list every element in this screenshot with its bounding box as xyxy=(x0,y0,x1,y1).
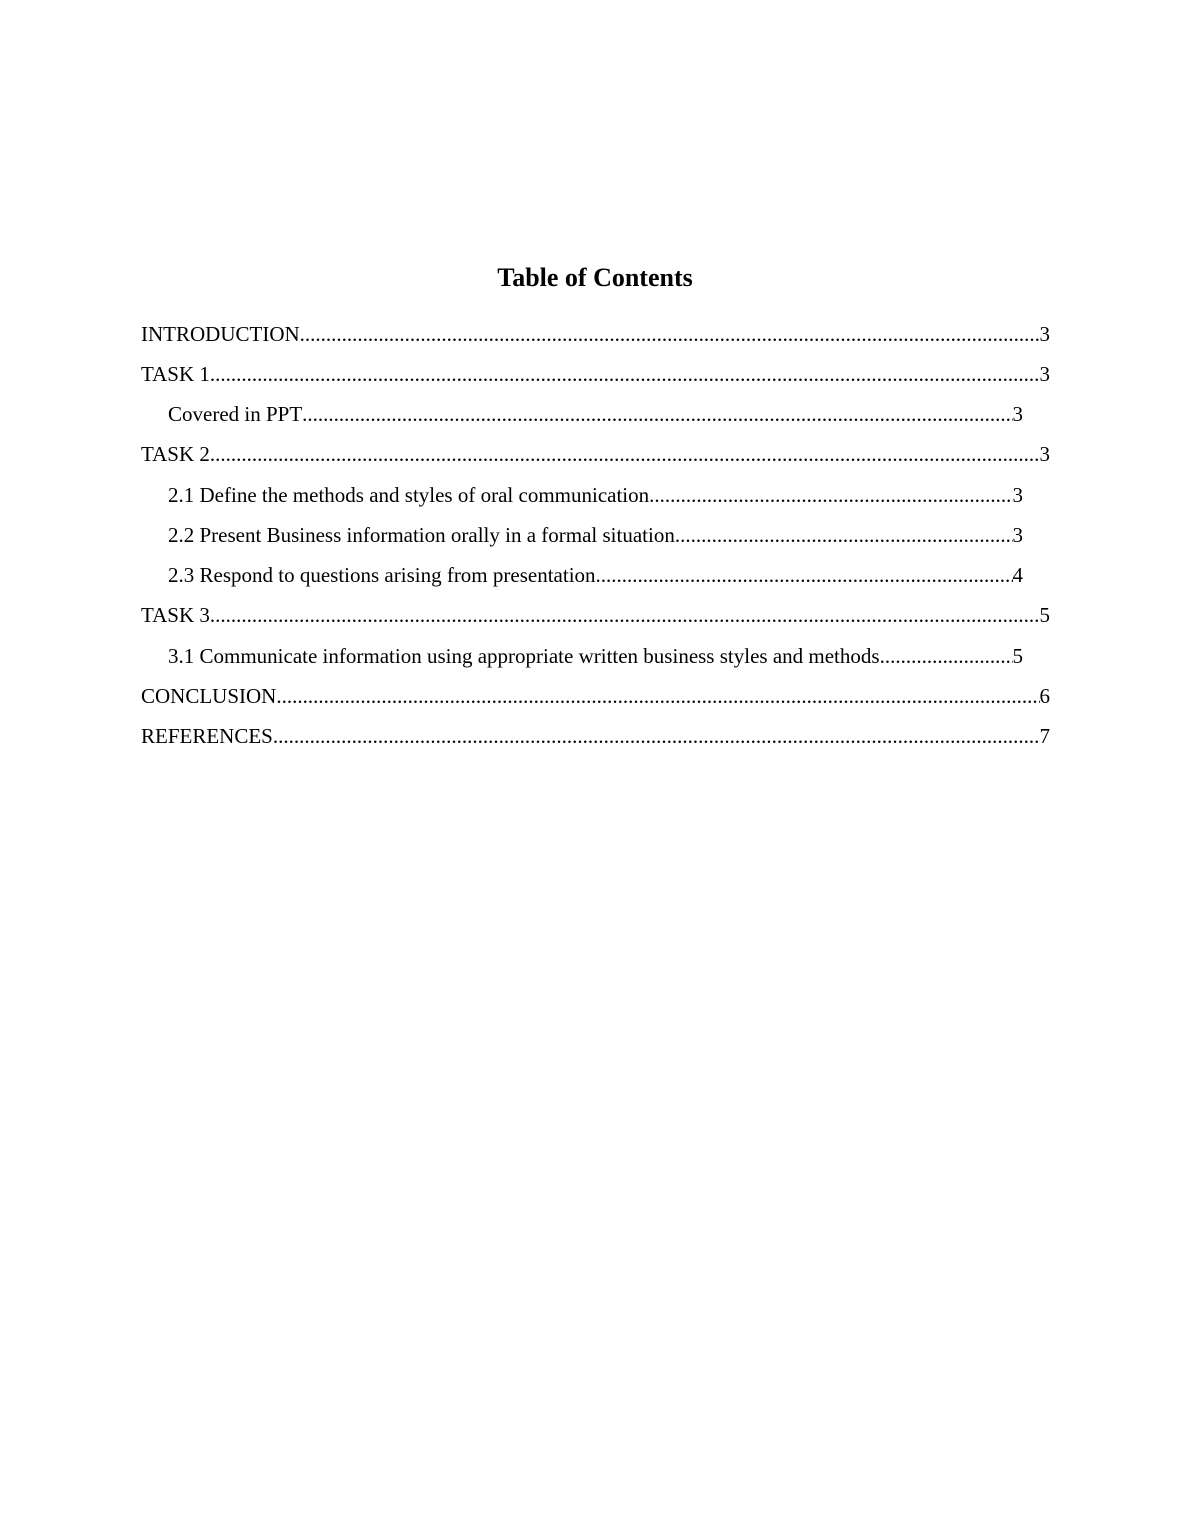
toc-entry-2-3[interactable] xyxy=(168,559,1023,591)
toc-entry-2-2[interactable] xyxy=(168,519,1023,551)
toc-entry-task-3[interactable] xyxy=(141,599,1050,631)
toc-entry-label: 3.1 Communicate information using appropriate written business styles and methods xyxy=(168,644,880,668)
toc-dot-leader xyxy=(302,398,1012,430)
toc-entry-task-1[interactable] xyxy=(141,358,1050,390)
toc-entry-label: Covered in PPT xyxy=(168,402,303,426)
toc-entry-label: 2.2 Present Business information orally in a formal situation xyxy=(168,523,675,547)
toc-dot-leader xyxy=(596,559,1013,591)
toc-entry-page-number: 3 xyxy=(1012,402,1023,426)
toc-entry-3-1[interactable] xyxy=(168,640,1023,672)
toc-title: Table of Contents xyxy=(497,263,693,292)
toc-dot-leader xyxy=(880,640,1013,672)
toc-dot-leader xyxy=(649,479,1012,511)
toc-entry-page-number: 3 xyxy=(1039,322,1050,346)
toc-entry-page-number: 7 xyxy=(1039,724,1050,748)
toc-dot-leader xyxy=(273,720,1040,752)
toc-entry-label: 2.1 Define the methods and styles of oral communication xyxy=(168,483,650,507)
toc-entry-page-number: 3 xyxy=(1012,483,1023,507)
toc-entry-page-number: 6 xyxy=(1039,684,1050,708)
toc-entry-2-1[interactable] xyxy=(168,479,1023,511)
toc-entry-references[interactable] xyxy=(141,720,1050,752)
toc-entry-label: REFERENCES xyxy=(141,724,273,748)
toc-entry-task-2[interactable] xyxy=(141,438,1050,470)
toc-entry-covered-in-ppt[interactable] xyxy=(168,398,1023,430)
toc-entry-page-number: 3 xyxy=(1039,442,1050,466)
toc-entry-page-number: 3 xyxy=(1039,362,1050,386)
toc-dot-leader xyxy=(210,438,1040,470)
toc-dot-leader xyxy=(276,680,1039,712)
toc-entry-page-number: 4 xyxy=(1012,563,1023,587)
toc-dot-leader xyxy=(300,318,1040,350)
toc-entry-conclusion[interactable] xyxy=(141,680,1050,712)
toc-dot-leader xyxy=(210,599,1040,631)
toc-entry-page-number: 3 xyxy=(1012,523,1023,547)
toc-entry-introduction[interactable] xyxy=(141,318,1050,350)
toc-entry-label: TASK 2 xyxy=(141,442,210,466)
toc-entry-label: TASK 3 xyxy=(141,603,210,627)
toc-entry-page-number: 5 xyxy=(1039,603,1050,627)
toc-entry-label: 2.3 Respond to questions arising from presentation xyxy=(168,563,596,587)
toc-entry-page-number: 5 xyxy=(1012,644,1023,668)
toc-entry-label: INTRODUCTION xyxy=(141,322,300,346)
toc-entry-label: CONCLUSION xyxy=(141,684,277,708)
toc-dot-leader xyxy=(210,358,1040,390)
toc-dot-leader xyxy=(675,519,1013,551)
toc-entry-label: TASK 1 xyxy=(141,362,210,386)
